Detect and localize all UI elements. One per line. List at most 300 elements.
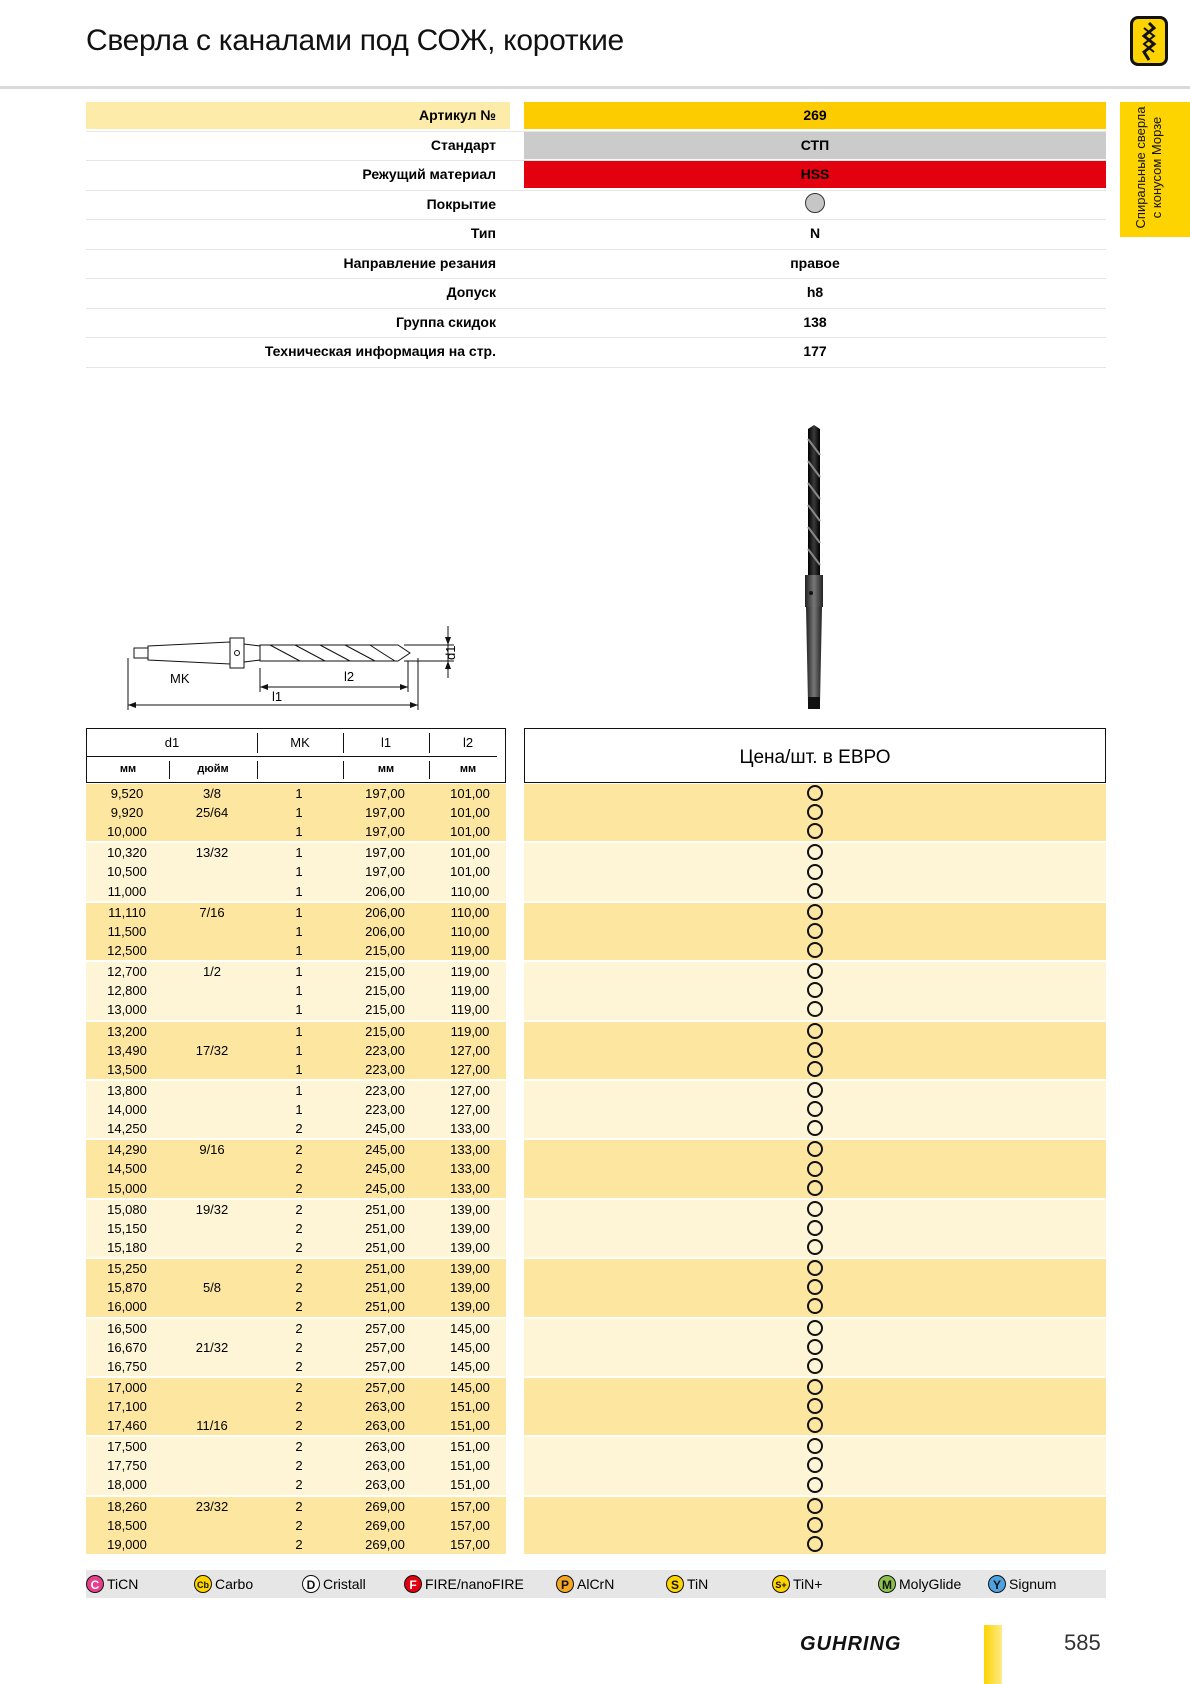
cell-d1-inch: 19/32 <box>195 1201 229 1217</box>
cell-d1-mm: 11,110 <box>108 904 146 920</box>
table-row[interactable] <box>86 1060 1106 1080</box>
spec-label-text: Тип <box>470 225 496 241</box>
header-separator <box>429 733 430 753</box>
row-group <box>86 1022 1106 1081</box>
spec-label <box>86 191 510 218</box>
row-group <box>86 903 1106 962</box>
table-row[interactable] <box>86 1378 1106 1398</box>
cell-d1-mm: 18,000 <box>107 1477 147 1493</box>
table-row[interactable] <box>86 962 1106 982</box>
price-cell <box>524 1060 1106 1080</box>
spec-label-text: Допуск <box>446 284 496 300</box>
cell-d1-mm: 9,520 <box>110 786 144 801</box>
table-row[interactable] <box>86 1357 1106 1377</box>
cell-d1-mm: 15,080 <box>107 1201 147 1217</box>
cell-l2: 101,00 <box>450 805 490 821</box>
cell-l2: 145,00 <box>450 1358 490 1374</box>
availability-icon <box>807 1298 823 1314</box>
cell-mk: 1 <box>295 923 303 939</box>
table-row[interactable] <box>86 1437 1106 1457</box>
table-row[interactable] <box>86 1022 1106 1042</box>
cell-d1-inch: 3/8 <box>202 786 222 801</box>
spec-value: HSS <box>524 161 1106 188</box>
price-cell <box>524 1319 1106 1339</box>
spec-value: правое <box>790 254 840 271</box>
cell-mk: 1 <box>295 942 303 958</box>
cell-d1-mm: 13,800 <box>107 1082 147 1098</box>
price-cell <box>524 1378 1106 1398</box>
cell-l1: 263,00 <box>365 1458 405 1474</box>
table-row[interactable] <box>86 1100 1106 1120</box>
price-cell <box>524 1475 1106 1495</box>
availability-icon <box>807 1379 823 1395</box>
table-row[interactable] <box>86 1219 1106 1239</box>
cell-l1: 245,00 <box>365 1161 405 1177</box>
row-group <box>86 784 1106 843</box>
header-separator <box>169 761 170 779</box>
availability-icon <box>807 1279 823 1295</box>
cell-l2: 119,00 <box>450 964 490 980</box>
availability-icon <box>807 1398 823 1414</box>
cell-d1-mm: 17,460 <box>107 1418 147 1434</box>
price-cell <box>524 843 1106 863</box>
table-row[interactable] <box>86 822 1106 842</box>
legend-item <box>194 1574 253 1594</box>
cell-l1: 197,00 <box>365 845 405 861</box>
spec-row <box>86 161 1106 191</box>
cell-l1: 269,00 <box>365 1517 405 1533</box>
cell-d1-mm: 15,180 <box>107 1239 147 1255</box>
cell-l2: 139,00 <box>450 1239 490 1255</box>
legend-item <box>772 1574 822 1594</box>
cell-l1: 245,00 <box>365 1180 405 1196</box>
cell-d1-mm: 14,290 <box>107 1142 147 1158</box>
price-cell <box>524 1119 1106 1139</box>
availability-icon <box>807 1457 823 1473</box>
table-row[interactable] <box>86 941 1106 961</box>
table-row[interactable] <box>86 784 1106 804</box>
cell-l1: 251,00 <box>365 1201 405 1217</box>
cell-mk: 1 <box>295 1042 303 1058</box>
spec-label-text: Режущий материал <box>362 166 496 182</box>
spec-label <box>86 279 510 306</box>
cell-mk: 2 <box>295 1121 303 1137</box>
category-tab-label: Спиральные сверла с конусом Морзе <box>1133 106 1164 229</box>
cell-l1: 215,00 <box>365 983 405 999</box>
spec-row <box>86 338 1106 368</box>
legend-label: TiN+ <box>793 1576 823 1592</box>
table-row[interactable] <box>86 1497 1106 1517</box>
legend-item <box>988 1574 1056 1594</box>
cell-d1-mm: 12,800 <box>107 983 147 999</box>
cell-l1: 245,00 <box>365 1142 405 1158</box>
table-row[interactable] <box>86 1319 1106 1339</box>
table-row[interactable] <box>86 1535 1106 1555</box>
cell-l1: 269,00 <box>365 1536 405 1552</box>
spec-label-text: Покрытие <box>426 195 496 212</box>
table-row[interactable] <box>86 862 1106 882</box>
coating-badge-icon: P <box>556 1575 574 1593</box>
availability-icon <box>807 823 823 839</box>
cell-mk: 1 <box>295 1082 303 1098</box>
table-row[interactable] <box>86 922 1106 942</box>
cell-d1-inch: 25/64 <box>195 805 229 821</box>
footer-accent <box>984 1625 1002 1684</box>
spec-label <box>86 338 510 365</box>
cell-d1-mm: 11,500 <box>107 923 147 939</box>
legend-label: MolyGlide <box>899 1576 962 1592</box>
table-row[interactable] <box>86 1278 1106 1298</box>
row-group <box>86 1140 1106 1199</box>
cell-mk: 1 <box>295 1002 303 1018</box>
title-divider <box>0 86 1190 89</box>
price-cell <box>524 882 1106 902</box>
spec-label <box>86 309 510 336</box>
price-cell <box>524 1081 1106 1101</box>
cell-l2: 110,00 <box>450 883 490 899</box>
col-l1-header: l1 <box>380 735 392 750</box>
cell-l1: 215,00 <box>365 942 405 958</box>
availability-icon <box>807 1517 823 1533</box>
cell-d1-mm: 14,250 <box>107 1121 147 1137</box>
cell-d1-inch: 13/32 <box>195 845 229 861</box>
price-cell <box>524 1535 1106 1555</box>
table-row[interactable] <box>86 1475 1106 1495</box>
table-row[interactable] <box>86 1081 1106 1101</box>
cell-mk: 2 <box>295 1261 303 1277</box>
availability-icon <box>807 942 823 958</box>
table-row[interactable] <box>86 1041 1106 1061</box>
cell-d1-mm: 12,500 <box>107 942 147 958</box>
table-row[interactable] <box>86 903 1106 923</box>
availability-icon <box>807 1536 823 1552</box>
page-title: Сверла с каналами под СОЖ, короткие <box>86 24 624 57</box>
col-mk-header: MK <box>290 735 310 750</box>
header-separator <box>343 733 344 753</box>
header-separator <box>429 761 430 779</box>
cell-mk: 2 <box>295 1517 303 1533</box>
cell-mk: 2 <box>295 1399 303 1414</box>
cell-d1-mm: 16,500 <box>107 1320 147 1336</box>
col-mm-unit: мм <box>119 763 137 775</box>
price-cell <box>524 1140 1106 1160</box>
cell-mk: 2 <box>295 1320 303 1336</box>
availability-icon <box>807 963 823 979</box>
coating-badge-icon: S <box>666 1575 684 1593</box>
legend-label: TiCN <box>107 1576 139 1592</box>
legend-item <box>404 1574 524 1594</box>
cell-d1-mm: 10,500 <box>107 864 147 880</box>
availability-icon <box>807 1438 823 1454</box>
table-row[interactable] <box>86 1000 1106 1020</box>
price-cell <box>524 1497 1106 1517</box>
spec-row <box>86 279 1106 309</box>
spec-row <box>86 132 1106 162</box>
price-cell <box>524 1100 1106 1120</box>
table-row[interactable] <box>86 843 1106 863</box>
cell-mk: 2 <box>295 1201 303 1217</box>
cell-l1: 251,00 <box>365 1220 405 1236</box>
availability-icon <box>807 1161 823 1177</box>
availability-icon <box>807 1042 823 1058</box>
cell-l1: 197,00 <box>365 864 405 880</box>
row-group <box>86 1259 1106 1318</box>
availability-icon <box>807 1220 823 1236</box>
table-row[interactable] <box>86 1200 1106 1220</box>
cell-l2: 127,00 <box>450 1061 490 1077</box>
availability-icon <box>807 1477 823 1493</box>
availability-icon <box>807 804 823 820</box>
row-group <box>86 843 1106 902</box>
table-row[interactable] <box>86 1297 1106 1317</box>
cell-d1-mm: 11,000 <box>107 883 147 899</box>
availability-icon <box>807 1101 823 1117</box>
cell-l2: 119,00 <box>450 1002 490 1018</box>
availability-icon <box>807 1498 823 1514</box>
cell-mk: 1 <box>295 1102 303 1118</box>
row-group <box>86 1497 1106 1556</box>
cell-l2: 139,00 <box>450 1220 490 1236</box>
drill-dimension-diagram <box>120 618 470 723</box>
cell-d1-mm: 19,000 <box>107 1536 147 1552</box>
price-cell <box>524 903 1106 923</box>
header-divider <box>87 756 497 757</box>
spec-value <box>524 191 1106 218</box>
table-header <box>86 728 506 783</box>
legend-label: Signum <box>1009 1576 1057 1592</box>
cell-mk: 1 <box>295 904 303 920</box>
table-row[interactable] <box>86 1338 1106 1358</box>
cell-mk: 2 <box>295 1339 303 1355</box>
row-group <box>86 1200 1106 1259</box>
coating-legend <box>86 1570 1106 1598</box>
cell-l2: 101,00 <box>450 864 490 880</box>
cell-l1: 223,00 <box>365 1102 405 1118</box>
cell-d1-mm: 13,200 <box>107 1023 147 1039</box>
cell-d1-mm: 14,000 <box>107 1102 147 1118</box>
coating-badge-icon: M <box>878 1575 896 1593</box>
spec-row <box>86 220 1106 250</box>
spec-row <box>86 250 1106 280</box>
price-header: Цена/шт. в ЕВРО <box>524 728 1106 783</box>
spec-value: 269 <box>524 102 1106 129</box>
header-separator <box>257 761 258 779</box>
cell-l1: 215,00 <box>365 964 405 980</box>
cell-mk: 2 <box>295 1458 303 1474</box>
spec-label <box>86 220 510 247</box>
cell-l2: 157,00 <box>450 1498 490 1514</box>
cell-l2: 101,00 <box>450 824 490 840</box>
cell-d1-mm: 17,000 <box>107 1379 147 1395</box>
cell-l1: 223,00 <box>365 1061 405 1077</box>
table-row[interactable] <box>86 1119 1106 1139</box>
cell-mk: 1 <box>295 1023 303 1039</box>
availability-icon <box>807 1239 823 1255</box>
cell-l1: 206,00 <box>365 883 405 899</box>
cell-mk: 2 <box>295 1220 303 1236</box>
price-cell <box>524 1416 1106 1436</box>
cell-l2: 133,00 <box>450 1121 490 1137</box>
table-row[interactable] <box>86 1456 1106 1476</box>
cell-mk: 2 <box>295 1299 303 1315</box>
table-row[interactable] <box>86 1179 1106 1199</box>
spec-label-text: Артикул № <box>419 107 496 123</box>
price-cell <box>524 1338 1106 1358</box>
table-row[interactable] <box>86 1259 1106 1279</box>
cell-l2: 145,00 <box>450 1320 490 1336</box>
cell-d1-inch: 11/16 <box>196 1418 228 1434</box>
cell-l2: 151,00 <box>450 1399 490 1414</box>
cell-d1-mm: 18,260 <box>107 1498 147 1514</box>
cell-l1: 206,00 <box>365 904 405 920</box>
cell-l1: 197,00 <box>365 786 405 801</box>
legend-label: TiN <box>687 1576 709 1592</box>
table-row[interactable] <box>86 1416 1106 1436</box>
cell-l2: 127,00 <box>450 1102 490 1118</box>
legend-item <box>878 1574 961 1594</box>
price-cell <box>524 822 1106 842</box>
cell-l2: 133,00 <box>450 1142 490 1158</box>
spec-row <box>86 309 1106 339</box>
cell-d1-inch: 7/16 <box>199 904 225 920</box>
table-row[interactable] <box>86 882 1106 902</box>
drill-icon <box>1130 16 1168 66</box>
table-row[interactable] <box>86 1159 1106 1179</box>
cell-l2: 133,00 <box>450 1180 490 1196</box>
cell-l1: 263,00 <box>365 1418 405 1434</box>
cell-l1: 223,00 <box>365 1082 405 1098</box>
cell-l1: 206,00 <box>365 923 405 939</box>
cell-l2: 110,00 <box>450 904 490 920</box>
legend-item <box>302 1574 366 1594</box>
diagram-l2-label: l2 <box>344 669 355 684</box>
spec-value: СТП <box>524 132 1106 159</box>
price-cell <box>524 1397 1106 1417</box>
price-cell <box>524 1022 1106 1042</box>
coating-badge-icon: C <box>86 1575 104 1593</box>
cell-mk: 2 <box>295 1239 303 1255</box>
cell-mk: 1 <box>295 883 303 899</box>
cell-l2: 151,00 <box>450 1477 490 1493</box>
cell-d1-mm: 16,670 <box>107 1339 147 1355</box>
spec-table <box>86 102 1106 368</box>
cell-d1-mm: 12,700 <box>107 964 147 980</box>
spec-label-text: Стандарт <box>430 136 496 153</box>
price-cell <box>524 962 1106 982</box>
cell-l2: 157,00 <box>450 1536 490 1552</box>
cell-l2: 127,00 <box>450 1082 490 1098</box>
spec-label-text: Техническая информация на стр. <box>264 343 496 359</box>
cell-l1: 257,00 <box>365 1358 405 1374</box>
cell-l2: 151,00 <box>450 1418 490 1434</box>
cell-d1-mm: 14,500 <box>107 1161 147 1177</box>
cell-l2: 119,00 <box>450 983 490 999</box>
table-row[interactable] <box>86 1397 1106 1417</box>
cell-l1: 257,00 <box>365 1320 405 1336</box>
col-l1-unit: мм <box>377 763 395 775</box>
table-row[interactable] <box>86 981 1106 1001</box>
price-cell <box>524 1357 1106 1377</box>
cell-mk: 1 <box>295 786 303 801</box>
spec-value: 138 <box>803 313 827 330</box>
price-cell <box>524 1297 1106 1317</box>
page-number: 585 <box>1064 1630 1101 1655</box>
cell-d1-mm: 9,920 <box>110 805 144 821</box>
legend-label: Carbo <box>215 1576 254 1592</box>
table-row[interactable] <box>86 1516 1106 1536</box>
cell-mk: 1 <box>295 805 303 821</box>
cell-l2: 151,00 <box>450 1458 490 1474</box>
price-cell <box>524 1437 1106 1457</box>
cell-mk: 2 <box>295 1439 303 1455</box>
cell-l2: 139,00 <box>450 1261 490 1277</box>
availability-icon <box>807 904 823 920</box>
cell-l2: 101,00 <box>450 845 490 861</box>
cell-mk: 2 <box>295 1280 303 1296</box>
cell-l1: 269,00 <box>365 1498 405 1514</box>
cell-d1-mm: 17,500 <box>107 1439 147 1455</box>
cell-mk: 2 <box>295 1379 303 1395</box>
brand-logo: GUHRING <box>800 1633 902 1655</box>
price-cell <box>524 1200 1106 1220</box>
price-cell <box>524 862 1106 882</box>
availability-icon <box>807 1141 823 1157</box>
coating-badge-icon: S+ <box>772 1575 790 1593</box>
price-cell <box>524 1179 1106 1199</box>
table-row[interactable] <box>86 1140 1106 1160</box>
cell-l2: 139,00 <box>450 1201 490 1217</box>
spec-label-text: Направление резания <box>343 254 496 271</box>
cell-mk: 2 <box>295 1498 303 1514</box>
cell-l2: 145,00 <box>450 1379 490 1395</box>
cell-l2: 119,00 <box>450 1023 490 1039</box>
price-cell <box>524 1278 1106 1298</box>
table-row[interactable] <box>86 1238 1106 1258</box>
cell-d1-mm: 10,000 <box>107 824 147 840</box>
cell-l2: 110,00 <box>450 923 490 939</box>
legend-label: FIRE/nanoFIRE <box>425 1576 524 1592</box>
cell-mk: 2 <box>295 1477 303 1493</box>
cell-mk: 1 <box>295 845 303 861</box>
availability-icon <box>807 1260 823 1276</box>
availability-icon <box>807 1417 823 1433</box>
legend-item <box>556 1574 614 1594</box>
cell-d1-mm: 13,000 <box>107 1002 147 1018</box>
cell-l2: 139,00 <box>450 1280 490 1296</box>
spec-label-text: Группа скидок <box>396 313 496 330</box>
product-table <box>86 784 1106 1556</box>
cell-mk: 2 <box>295 1536 303 1552</box>
price-cell <box>524 1259 1106 1279</box>
spec-label <box>86 161 510 188</box>
cell-d1-mm: 13,500 <box>107 1061 147 1077</box>
row-group <box>86 1437 1106 1496</box>
spec-label <box>86 250 510 277</box>
cell-d1-mm: 10,320 <box>107 845 147 861</box>
cell-l1: 245,00 <box>365 1121 405 1137</box>
availability-icon <box>807 1001 823 1017</box>
cell-d1-inch: 17/32 <box>195 1042 229 1058</box>
cell-mk: 1 <box>295 983 303 999</box>
cell-d1-mm: 17,100 <box>107 1399 147 1414</box>
price-cell <box>524 922 1106 942</box>
cell-l2: 145,00 <box>450 1339 490 1355</box>
cell-l1: 215,00 <box>365 1023 405 1039</box>
cell-d1-mm: 15,150 <box>107 1220 147 1236</box>
table-row[interactable] <box>86 803 1106 823</box>
availability-icon <box>807 1339 823 1355</box>
header-separator <box>257 733 258 753</box>
